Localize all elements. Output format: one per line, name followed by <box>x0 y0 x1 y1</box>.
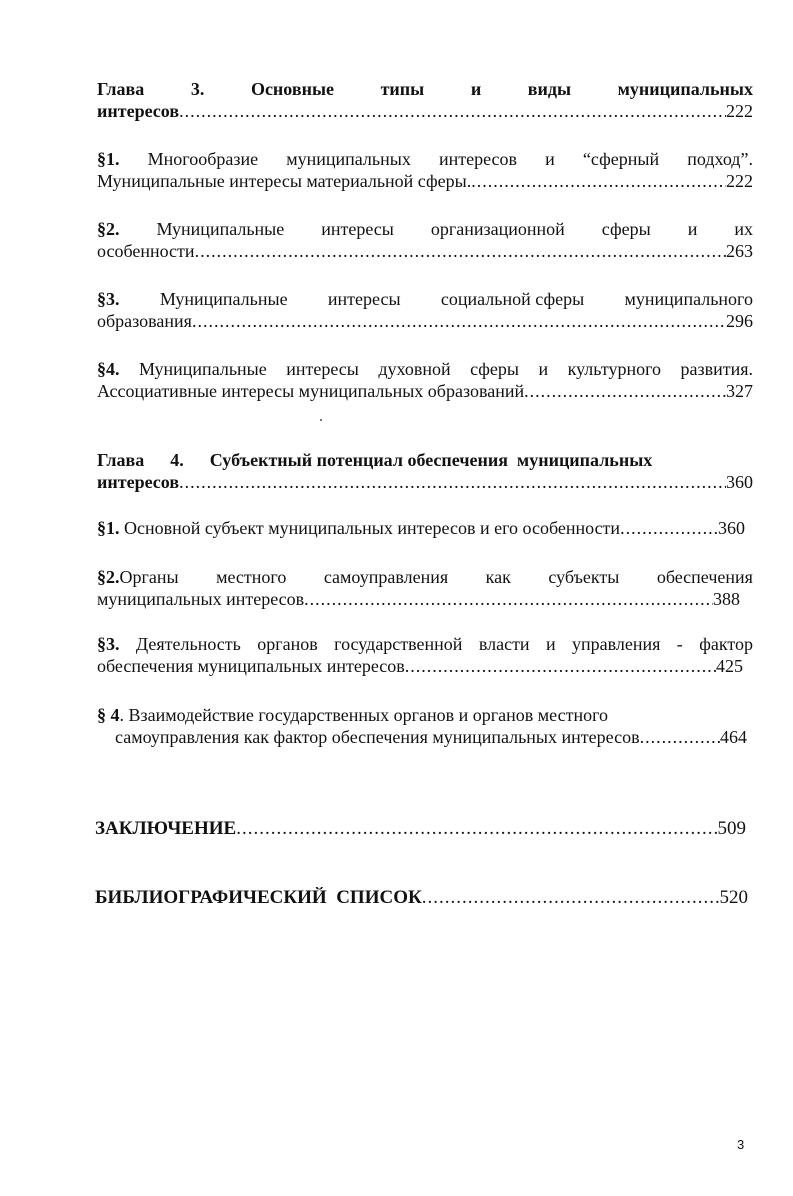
page-ref: 222 <box>726 171 753 191</box>
section-title-word: и <box>538 359 549 379</box>
section-title-word: и <box>687 219 698 239</box>
page-ref: 388 <box>713 589 740 609</box>
section-title-word: как <box>485 567 511 587</box>
section-number: §3. <box>97 289 120 309</box>
leader-dots <box>471 170 726 192</box>
page-number: 3 <box>737 1137 745 1152</box>
scan-speck <box>320 419 322 421</box>
chapter-title: Субъектный потенциал обеспечения муниципальных <box>209 450 653 470</box>
section-title-end: муниципальных интересов <box>97 589 305 609</box>
section-title-word: - <box>676 634 683 654</box>
toc-section-3-1 <box>97 148 753 192</box>
section-title-word: их <box>734 219 753 239</box>
toc-bibliography <box>95 887 748 909</box>
leader-dots <box>620 517 718 539</box>
chapter-title-end: интересов <box>97 472 180 492</box>
section-title-end: Ассоциативные интересы муниципальных образований <box>97 381 525 401</box>
section-title-word: органов <box>257 634 318 654</box>
section-title-word: социальной сферы <box>440 289 585 309</box>
section-title-word: и <box>545 634 556 654</box>
section-title-word: управления <box>572 634 661 654</box>
section-title-end: Муниципальные интересы материальной сферы. <box>97 171 472 191</box>
section-number: §1. <box>97 518 120 538</box>
leader-dots <box>422 887 720 909</box>
section-title-word: Муниципальные <box>159 289 288 309</box>
section-title-word: “сферный <box>582 149 660 169</box>
section-title-word: субъекты <box>548 567 620 587</box>
conclusion-label: ЗАКЛЮЧЕНИЕ <box>95 818 237 839</box>
section-title-end: обеспечения муниципальных интересов <box>97 656 405 676</box>
chapter-word: Глава <box>97 450 145 470</box>
section-title-word: интересы <box>327 289 401 309</box>
toc-conclusion <box>95 818 746 840</box>
page-ref: 509 <box>717 818 746 839</box>
section-number: §2. <box>97 219 120 239</box>
page-ref: 360 <box>726 472 753 492</box>
leader-dots <box>195 240 726 262</box>
leader-dots <box>640 726 720 748</box>
chapter-word: Глава <box>97 79 145 99</box>
chapter-number: 4. <box>170 450 184 470</box>
section-title-word: власти <box>478 634 530 654</box>
section-title-word: сферы <box>601 219 651 239</box>
toc-section-4-3 <box>97 633 753 677</box>
section-title-word: Муниципальные <box>156 219 285 239</box>
section-title-end: самоуправления как фактор обеспечения муниципальных интересов <box>115 727 640 747</box>
leader-dots <box>304 588 713 610</box>
section-title-word: сферы <box>470 359 520 379</box>
section-title-word: интересы <box>321 219 394 239</box>
section-title-word: Органы <box>119 567 179 587</box>
section-title-word: государственной <box>334 634 463 654</box>
leader-dots <box>236 818 717 840</box>
section-title-word: и <box>545 149 555 169</box>
chapter-title-end: интересов <box>97 101 180 121</box>
toc-section-4-4 <box>97 704 747 748</box>
section-title-word: развития. <box>680 359 753 379</box>
section-number: §1. <box>97 149 120 169</box>
section-title-word: местного <box>216 567 287 587</box>
leader-dots <box>179 471 726 493</box>
section-title-word: интересы <box>286 359 359 379</box>
leader-dots <box>179 100 726 122</box>
section-title-word: духовной <box>378 359 451 379</box>
toc-section-4-2 <box>97 566 753 610</box>
chapter-title-word: муниципальных <box>617 79 753 99</box>
section-title-word: Деятельность <box>135 634 241 654</box>
section-title-end: особенности <box>97 241 195 261</box>
section-title-start: . Взаимодействие государственных органов и органов местного <box>119 705 609 725</box>
page-ref: 296 <box>726 311 753 331</box>
toc-section-4-1 <box>97 517 745 539</box>
leader-dots <box>524 380 726 402</box>
page-ref: 425 <box>716 656 743 676</box>
section-title-word: муниципального <box>624 289 753 309</box>
section-title-word: интересов <box>438 149 517 169</box>
page-ref: 327 <box>726 381 753 401</box>
toc-section-3-3 <box>97 288 753 332</box>
chapter-number: 3. <box>190 79 205 99</box>
toc-section-3-4 <box>97 358 753 402</box>
page-ref: 464 <box>720 727 747 747</box>
section-title-word: фактор <box>699 634 753 654</box>
leader-dots <box>192 310 726 332</box>
section-title-word: организационной <box>430 219 565 239</box>
section-title-word: культурного <box>567 359 662 379</box>
chapter-title-word: типы <box>380 79 425 99</box>
page-ref: 360 <box>718 518 745 538</box>
section-number: §2. <box>97 567 120 587</box>
section-title-end: образования <box>97 311 192 331</box>
chapter-title-word: и <box>470 79 482 99</box>
toc-section-3-2 <box>97 218 753 262</box>
page-ref: 222 <box>726 101 753 121</box>
leader-dots <box>405 655 716 677</box>
page-ref: 520 <box>719 887 748 908</box>
page-ref: 263 <box>726 241 753 261</box>
bibliography-label: БИБЛИОГРАФИЧЕСКИЙ СПИСОК <box>95 887 422 908</box>
section-number: §3. <box>97 634 120 654</box>
section-number: §4. <box>97 359 120 379</box>
section-title-word: муниципальных <box>286 149 411 169</box>
toc-chapter-3 <box>97 78 753 122</box>
toc-chapter-4 <box>97 449 753 493</box>
section-title-word: обеспечения <box>656 567 753 587</box>
section-title-word: Муниципальные <box>138 359 267 379</box>
section-title-word: Многообразие <box>147 149 259 169</box>
chapter-title-word: виды <box>527 79 572 99</box>
section-title: Основной субъект муниципальных интересов и его особенности <box>119 518 621 538</box>
section-number: § 4 <box>97 705 120 725</box>
section-title-word: подход”. <box>687 149 753 169</box>
section-title-word: самоуправления <box>323 567 449 587</box>
chapter-title-word: Основные <box>250 79 334 99</box>
